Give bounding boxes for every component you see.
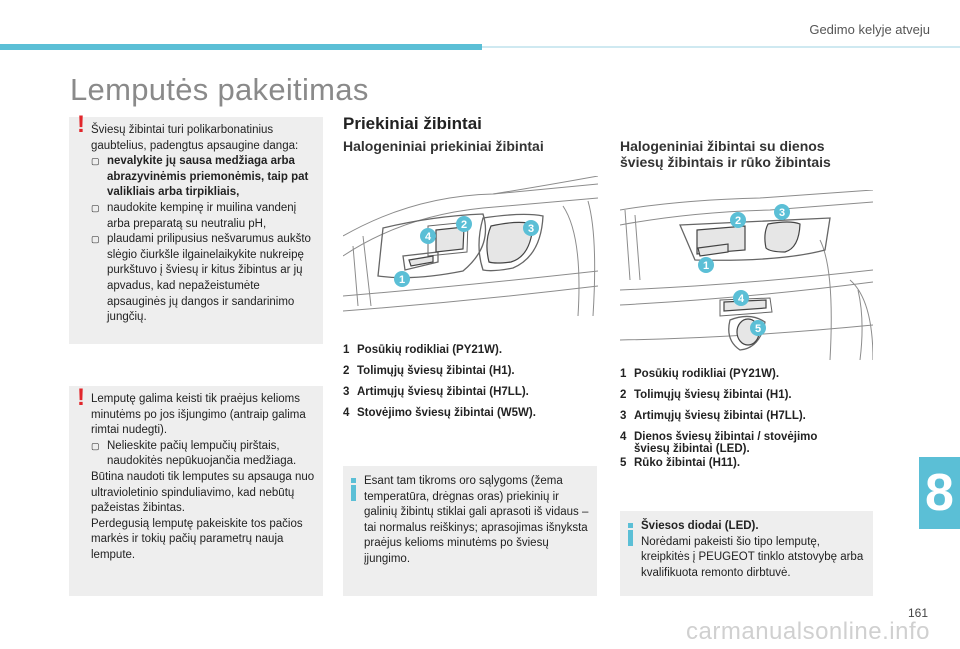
page-title: Lemputės pakeitimas [70,72,369,107]
warning-box-bulb-change [69,386,323,596]
info-text: Norėdami pakeisti šio tipo lemputę, kreipkitės į PEUGEOT tinklo atstovybę arba kvalifikuota remonto dirbtuvė. [641,535,864,579]
headlamp-illustration-halogen [343,176,598,316]
list-item: 3 Artimųjų šviesų žibintai (H7LL). [343,386,529,398]
callout-label: 2 [734,215,742,227]
bulb-list-halogen [343,344,593,428]
list-item: 4 Stovėjimo šviesų žibintai (W5W). [343,407,536,419]
info-title: Šviesos diodai (LED). [641,520,759,532]
section-heading-front-lights: Priekiniai žibintai [343,114,482,133]
warning-intro: Lemputę galima keisti tik praėjus kelioms minutėms po jos išjungimo (antraip galima rimtai nudegti). [91,393,306,437]
list-item: 2 Tolimųjų šviesų žibintai (H1). [620,389,792,401]
callout-label: 3 [527,223,535,235]
bulb-list-drl [620,368,870,478]
page-number: 161 [907,606,928,620]
callout-label: 5 [754,323,762,335]
list-item: 4 Dienos šviesų žibintai / stovėjimo šviesų žibintai (LED). [620,431,818,455]
callout-label: 1 [398,274,406,286]
bullet-icon: ▢ [91,156,100,167]
chapter-tab: 8 [919,457,960,529]
subheading-halogen: Halogeniniai priekiniai žibintai [343,138,544,154]
callout-label: 1 [702,260,710,272]
header-accent-bar [0,44,482,50]
info-box-condensation: Esant tam tikroms oro sąlygoms (žema temperatūra, drėgnas oras) priekinių ir galinių žibintų stiklai gali aprasoti iš vidaus – tai normalus reiškinys; aprasojimas išnyksta praėjus kelioms minutėms po šviesų įjungimo. [343,466,597,596]
bullet-icon: ▢ [91,234,100,245]
headlamp-illustration-drl [620,190,873,360]
callout-label: 4 [424,231,432,243]
chapter-title: Gedimo kelyje atveju [809,22,930,37]
list-item: ▢ Nelieskite pačių lempučių pirštais, naudokitės nepūkuojančia medžiaga. [91,439,315,470]
warning-intro: Šviesų žibintai turi polikarbonatinius gaubtelius, padengtus apsaugine danga: [91,124,299,152]
subheading-halogen-drl: Halogeniniai žibintai su dienos šviesų žibintais ir rūko žibintais [620,138,831,170]
warning-icon: ! [77,111,85,138]
warning-text: Būtina naudoti tik lemputes su apsauga nuo ultravioletinio spinduliavimo, kad nebūtų pažeistas žibintas. [91,470,315,515]
list-item: 5 Rūko žibintai (H11). [620,457,741,469]
list-item: ▢ nevalykite jų sausa medžiaga arba abrazyvinėmis priemonėmis, taip pat valikliais arba tirpikliais, [91,154,315,201]
list-item: 1 Posūkių rodikliai (PY21W). [343,344,503,356]
list-item: ▢ plaudami prilipusius nešvarumus aukšto slėgio čiurkšle ilgainelaikykite nukreipę purkštuvo į šviesų ir kitus žibintus ar jų apvadus, kad nepažeistumėte apsauginės jų dangos ir sandarinimo jungčių. [91,232,315,326]
list-item: 3 Artimųjų šviesų žibintai (H7LL). [620,410,806,422]
warning-text: Perdegusią lemputę pakeiskite tos pačios markės ir tokių pačių parametrų nauja lempute. [91,517,303,561]
watermark: carmanualsonline.info [686,618,930,645]
info-icon [628,523,633,546]
list-item: 2 Tolimųjų šviesų žibintai (H1). [343,365,515,377]
callout-label: 4 [737,293,745,305]
list-item: 1 Posūkių rodikliai (PY21W). [620,368,780,380]
info-box-led [620,511,873,596]
callout-label: 2 [460,219,468,231]
bullet-icon: ▢ [91,202,100,213]
callout-label: 3 [778,207,786,219]
header-accent-line [482,46,960,48]
bullet-icon: ▢ [91,440,100,451]
info-icon [351,478,356,501]
warning-icon: ! [77,384,85,411]
list-item: ▢ naudokite kempinę ir muilina vandenį arba preparatą su neutraliu pH, [91,201,315,232]
warning-box-polycarbonate [69,111,323,344]
